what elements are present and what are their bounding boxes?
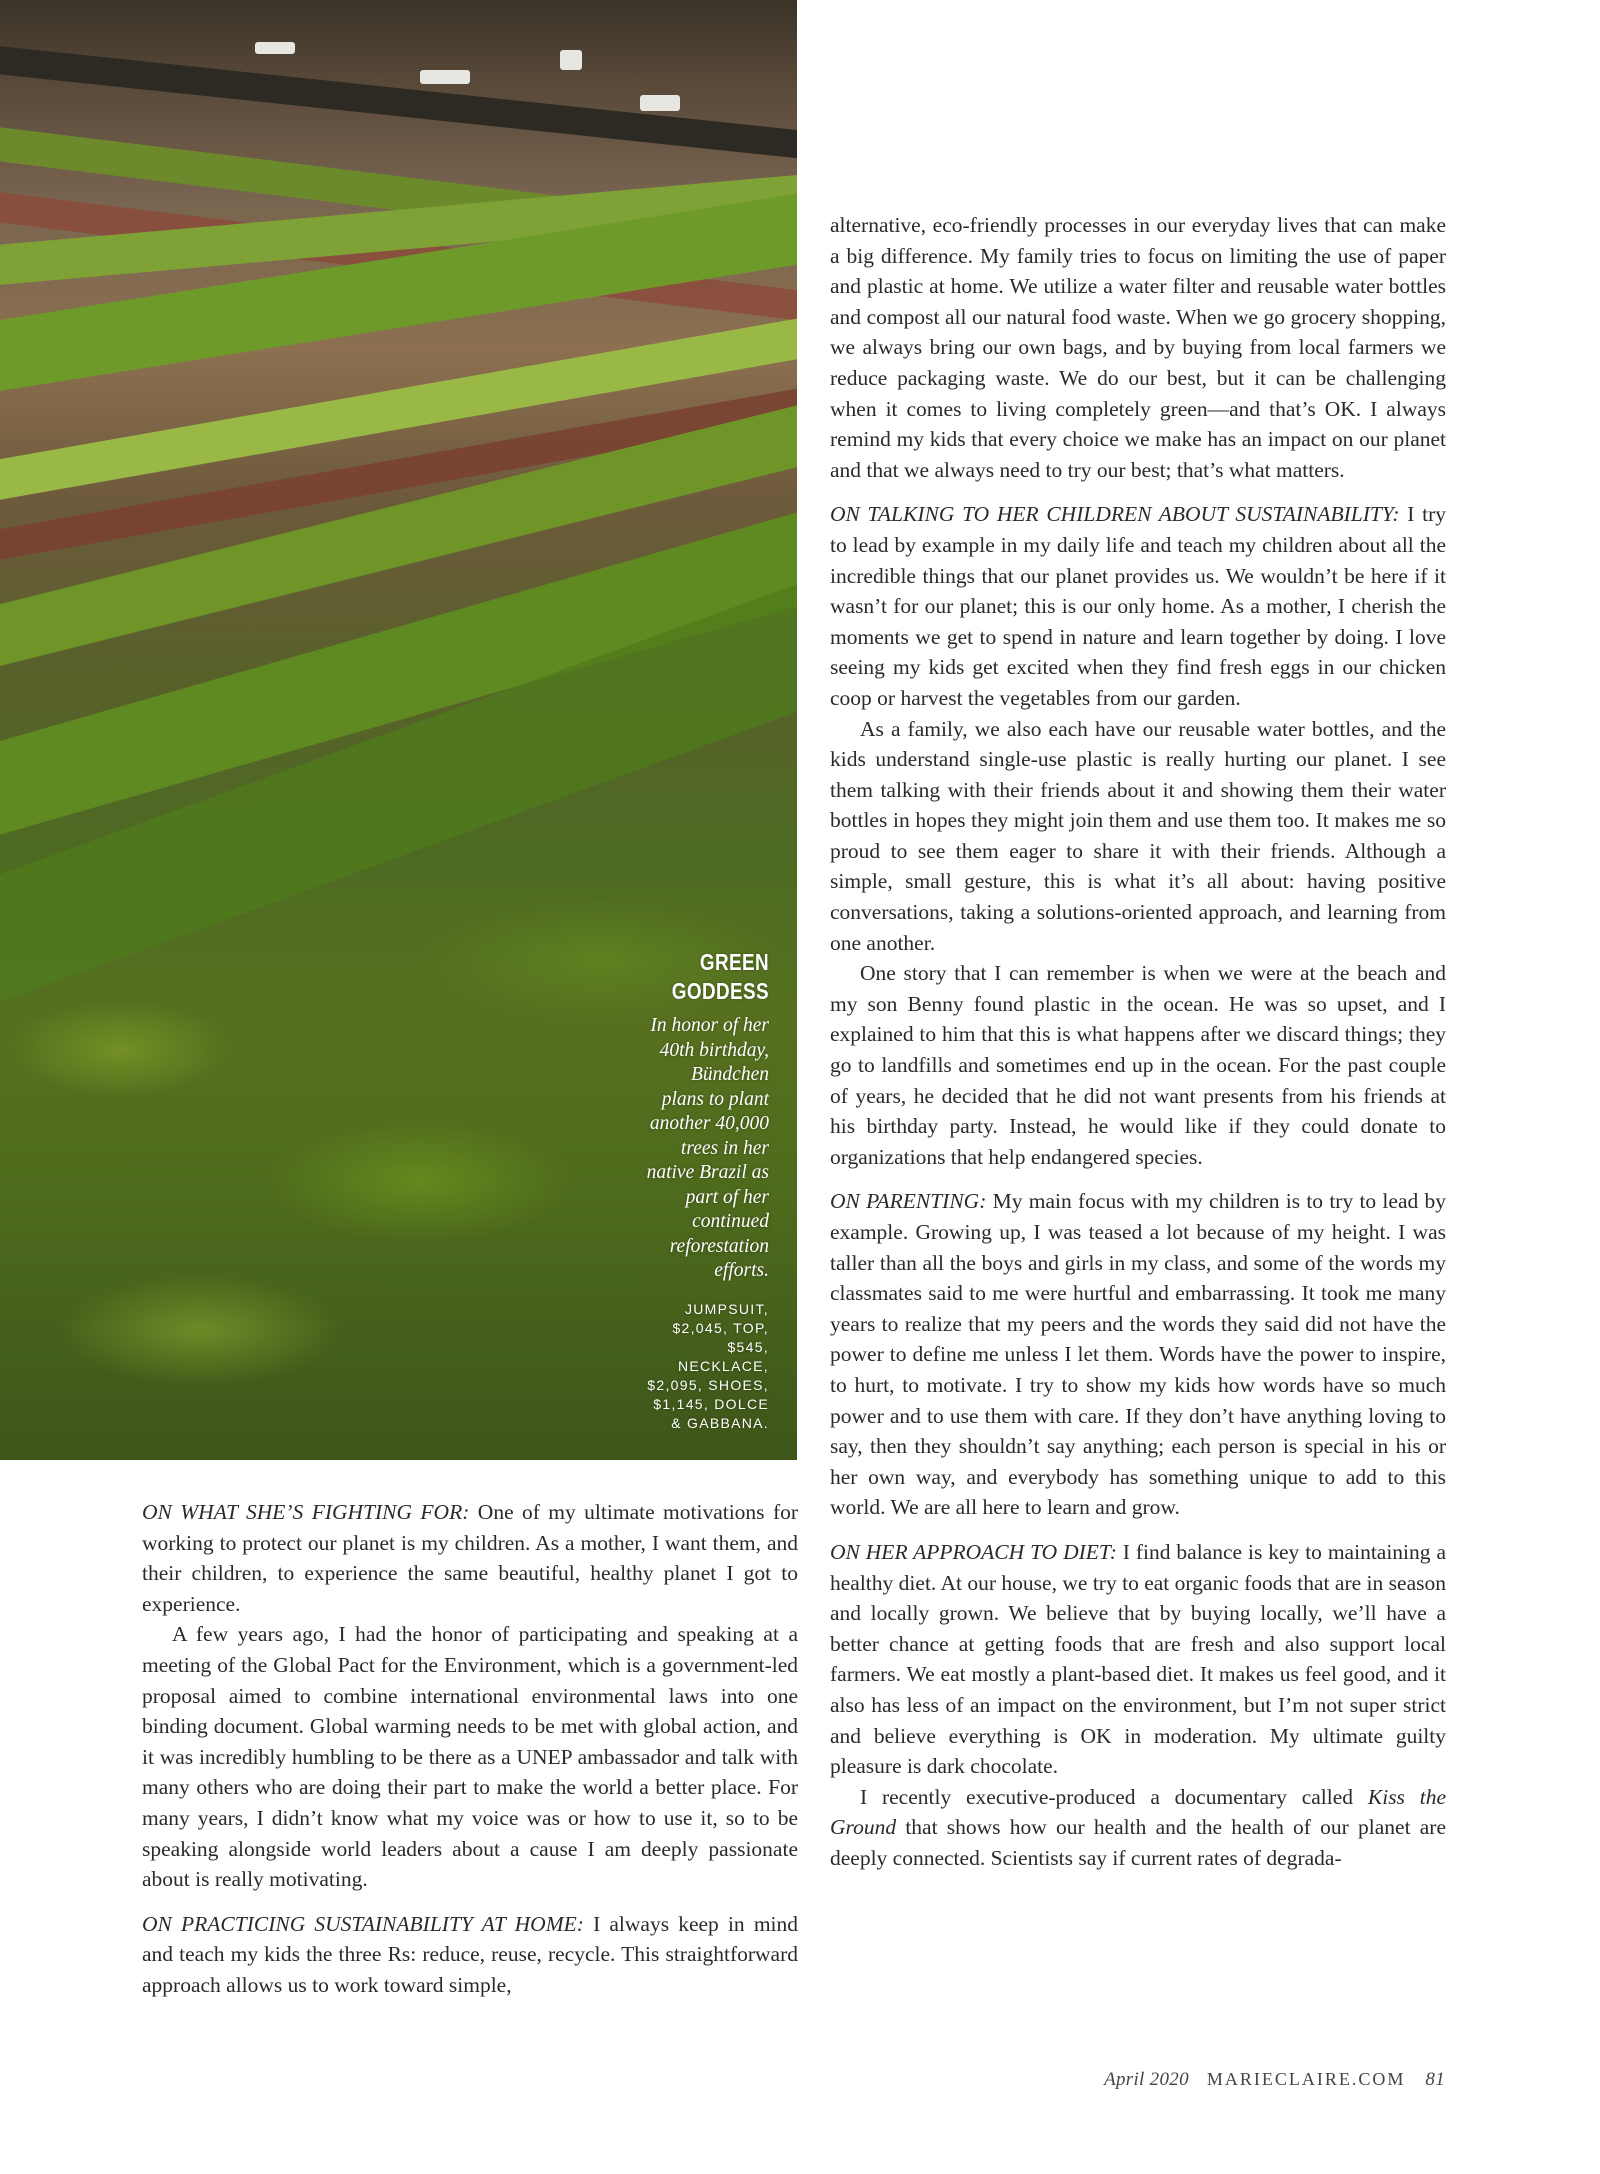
paragraph (830, 499, 1446, 713)
paragraph (142, 1909, 798, 2001)
plant-marker (420, 70, 470, 84)
page-number: 81 (1425, 2069, 1445, 2090)
paragraph: alternative, eco-friendly processes in our everyday lives that can make a big difference. My family tries to focus on limiting the use of paper and plastic at home. We utilize a water filter and reusable water bottles and compost all our natural food waste. When we go grocery shopping, we always bring our own bags, and by buying from local farmers we reduce packaging waste. We do our best, but it can be challenging when it comes to living completely green—and that’s OK. I always remind my kids that every choice we make has an impact on our planet and that we always need to try our best; that’s what matters. (830, 213, 1446, 482)
paragraph: As a family, we also each have our reusable water bottles, and the kids understand single-use plastic is really hurting our planet. I see them talking with their friends about it and showing them their water bottles in hopes they might join them and use them too. It makes me so proud to see them eager to share it with their friends. Although a simple, small gesture, this is what it’s all about: having positive conversations, taking a solutions-oriented approach, and learning from one another. (830, 716, 1446, 955)
paragraph-text: that shows how our health and the health of our planet are deeply connected. Scientists say if current rates of degrada- (830, 1815, 1447, 1870)
section-heading: ON WHAT SHE’S FIGHTING FOR: (142, 1500, 470, 1524)
fashion-credit: JUMPSUIT, $2,045, TOP, $545, NECKLACE, $2,095, SHOES, $1,145, DOLCE & GABBANA. (647, 1300, 769, 1431)
paragraph-text: My main focus with my children is to try to lead by example. Growing up, I was teased a lot because of my height. I was taller than all the boys and girls in my class, and some of the words my classmates said to me were hurtful and embarrassing. It took me many years to realize that my peers and the words they said did not have the power to define me unless I let them. Words have the power to inspire, to hurt, to motivate. I try to show my kids how words have so much power and to use them with care. If they don’t have anything loving to say, then they shouldn’t say anything; each person is special in his or her own way, and everybody has something unique to add to this world. We are all here to learn and grow. (830, 1189, 1447, 1520)
plant-marker (640, 95, 680, 111)
photo-caption (599, 948, 769, 1433)
plant-marker (560, 50, 582, 70)
paragraph (830, 1186, 1446, 1523)
caption-body: In honor of her 40th birthday, Bündchen plans to plant another 40,000 trees in her native Brazil as part of her continued reforestation efforts. (646, 1015, 769, 1281)
section-heading: ON TALKING TO HER CHILDREN ABOUT SUSTAINABILITY: (830, 502, 1400, 527)
page-footer (1104, 2069, 1445, 2091)
documentary-title: Kiss the Ground (830, 1784, 1446, 1840)
article-column-right (830, 210, 1446, 1873)
paragraph-text: I always keep in mind and teach my kids the three Rs: reduce, reuse, recycle. This straightforward approach allows us to work toward simple, (142, 1911, 799, 1997)
section-heading: ON PARENTING: (830, 1189, 987, 1214)
website: MARIECLAIRE.COM (1206, 2069, 1406, 2089)
section-heading: ON PRACTICING SUSTAINABILITY AT HOME: (142, 1911, 584, 1936)
paragraph: One story that I can remember is when we were at the beach and my son Benny found plastic in the ocean. He was so upset, and I explained to him that this is what happens after we discard things; they go to landfills and sometimes end up in the ocean. For the past couple of years, he decided that he did not want presents from his friends at his birthday party. Instead, he would like if they could donate to organizations that help endangered species. (830, 961, 1446, 1169)
paragraph (830, 1782, 1446, 1874)
article-column-left (142, 1497, 798, 2001)
paragraph-text: I try to lead by example in my daily life and teach my children about all the incredible things that our planet provides us. We wouldn’t be here if it wasn’t for our planet; this is our only home. As a mother, I cherish the moments we get to spend in nature and learn together by doing. I love seeing my kids get excited when they find fresh eggs in our chicken coop or harvest the vegetables from our garden. (830, 502, 1447, 710)
paragraph (830, 1537, 1446, 1782)
paragraph (142, 1497, 798, 1619)
paragraph: A few years ago, I had the honor of participating and speaking at a meeting of the Global Pact for the Environment, which is a government-led proposal aimed to combine international environmental laws into one binding document. Global warming needs to be met with global action, and it was incredibly humbling to be there as a UNEP ambassador and talk with many others who are doing their part to make the world a better place. For many years, I didn’t know what my voice was or how to use it, so to be speaking alongside world leaders about a cause I am deeply passionate about is really motivating. (142, 1622, 798, 1892)
paragraph-text: One of my ultimate motivations for working to protect our planet is my children. As a mother, I want them, and their children, to experience the same beautiful, healthy planet I got to experience. (142, 1500, 799, 1616)
caption-title: GREEN GODDESS (671, 949, 769, 1004)
plant-marker (255, 42, 295, 54)
paragraph-text: I find balance is key to maintaining a healthy diet. At our house, we try to eat organic foods that are in season and locally grown. We believe that by buying locally, we’ll have a better chance at getting foods that are fresh and also support local farmers. We eat mostly a plant-based diet. It makes us feel good, and it also has less of an impact on the environment, but I’m not super strict and believe everything is OK in moderation. My ultimate guilty pleasure is dark chocolate. (830, 1539, 1446, 1779)
issue-date: April 2020 (1104, 2069, 1189, 2090)
garden-photo (0, 0, 797, 1460)
section-heading: ON HER APPROACH TO DIET: (830, 1539, 1117, 1564)
paragraph-text: I recently executive-produced a documentary called (860, 1784, 1354, 1809)
